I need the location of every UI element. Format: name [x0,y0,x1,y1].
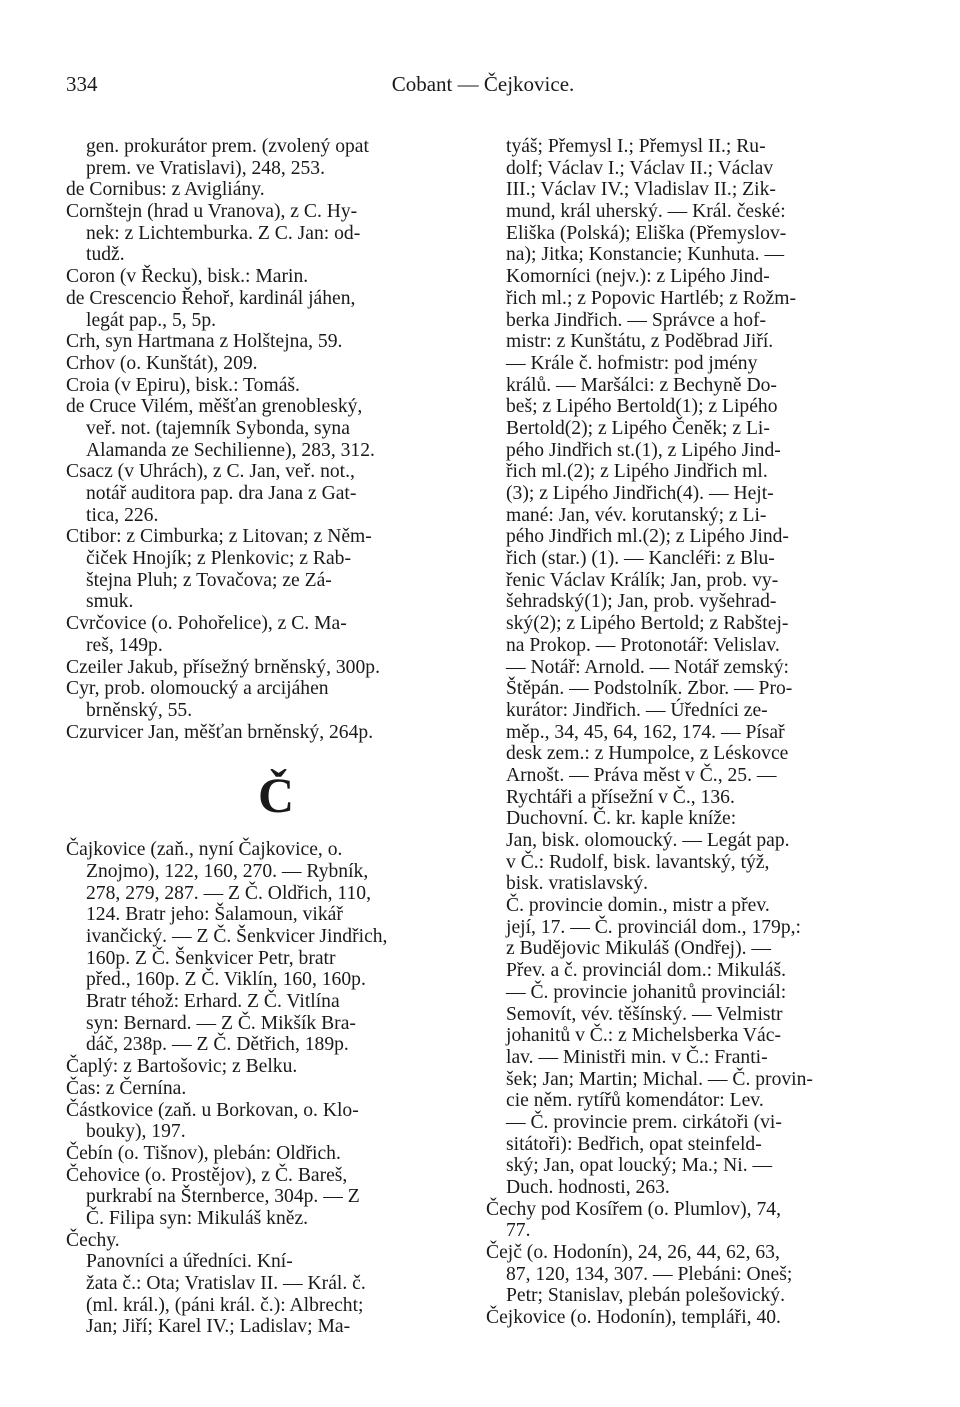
text-line: řich ml.; z Popovic Hartléb; z Rožm- [506,287,797,309]
text-line: Cornštejn (hrad u Vranova), z C. Hy- [66,201,358,223]
text-line: řenic Václav Králík; Jan, prob. vy- [506,569,779,591]
text-line: kurátor: Jindřich. — Úředníci ze- [506,699,768,721]
text-line: 278, 279, 287. — Z Č. Oldřich, 110, [86,882,371,904]
text-line: Cyr, prob. olomoucký a arcijáhen [66,678,329,700]
text-line: Croia (v Epiru), bisk.: Tomáš. [66,374,300,396]
text-line: Čas: z Černína. [66,1077,187,1099]
text-line: berka Jindřich. — Správce a hof- [506,309,767,331]
text-line: na); Jitka; Konstancie; Kunhuta. — [506,244,785,266]
section-letter-glyph: Č [257,767,295,824]
text-line: žata č.: Ota; Vratislav II. — Král. č. [86,1273,366,1294]
text-line: Čejč (o. Hodonín), 24, 26, 44, 62, 63, [486,1242,780,1264]
page-number: 334 [66,72,98,96]
text-line: Alamanda ze Sechilienne), 283, 312. [86,439,375,461]
text-line: III.; Václav IV.; Vladislav II.; Zik- [506,179,776,201]
text-line: ský; Jan, opat loucký; Ma.; Ni. — [506,1155,773,1177]
text-line: beš; z Lipého Bertold(1); z Lipého [506,396,778,418]
text-line: tyáš; Přemysl I.; Přemysl II.; Ru- [506,136,766,157]
text-line: Bertold(2); z Lipého Čeněk; z Li- [506,417,770,439]
text-line: Bratr téhož: Erhard. Z Č. Vitlína [86,991,340,1013]
text-line: smuk. [86,591,134,613]
text-line: Částkovice (zaň. u Borkovan, o. Klo- [66,1099,359,1121]
text-line: notář auditora pap. dra Jana z Gat- [86,483,357,504]
text-line: brněnský, 55. [86,699,193,721]
text-line: štejna Pluh; z Tovačova; ze Zá- [86,569,332,591]
text-line: mané: Jan, vév. korutanský; z Li- [506,504,767,526]
text-line: měp., 34, 45, 64, 162, 174. — Písař [506,721,785,743]
text-line: — Krále č. hofmistr: pod jmény [506,352,758,374]
text-line: — Č. provincie prem. cirkátoři (vi- [506,1111,782,1133]
text-line: Čechy pod Kosířem (o. Plumlov), 74, [486,1198,781,1220]
text-line: reš, 149p. [86,634,163,656]
text-line: Panovníci a úředníci. Kní- [86,1251,293,1273]
text-line: de Crescencio Řehoř, kardinál jáhen, [66,287,356,309]
text-line: Jan, bisk. olomoucký. — Legát pap. [506,830,790,851]
text-line: Czeiler Jakub, přísežný brněnský, 300p. [66,656,380,678]
text-line: mund, král uherský. — Král. české: [506,201,786,223]
text-line: bisk. vratislavský. [506,873,649,895]
text-line: z Budějovic Mikuláš (Ondřej). — [506,938,772,960]
text-line: řich ml.(2); z Lipého Jindřich ml. [506,461,768,483]
text-line: tudž. [86,244,125,266]
text-line: Rychtáři a přísežní v Č., 136. [506,786,735,808]
text-line: johanitů v Č.: z Michelsberka Vác- [506,1025,781,1047]
text-line: Čejkovice (o. Hodonín), templáři, 40. [486,1307,781,1329]
text-line: mistr: z Kunštátu, z Poděbrad Jiří. [506,331,774,353]
section-letter [66,743,466,839]
text-line: Č. provincie domin., mistr a přev. [506,895,770,917]
text-line: Ctibor: z Cimburka; z Litovan; z Něm- [66,526,372,548]
right-column [486,136,870,1329]
text-line: syn: Bernard. — Z Č. Mikšík Bra- [86,1012,356,1034]
text-line: čiček Hnojík; z Plenkovic; z Rab- [86,548,351,570]
text-line: legát pap., 5, 5p. [86,309,217,331]
text-line: Štěpán. — Podstolník. Zbor. — Pro- [506,678,793,700]
text-line: 160p. Z Č. Šenkvicer Petr, bratr [86,947,336,969]
text-line: prem. ve Vratislavi), 248, 253. [86,157,325,179]
text-line: ivančický. — Z Č. Šenkvicer Jindřich, [86,926,388,947]
text-line: Komorníci (nejv.): z Lipého Jind- [506,266,770,288]
text-line: purkrabí na Šternberce, 304p. — Z [86,1186,360,1208]
text-line: 77. [506,1220,531,1242]
text-line: Eliška (Polská); Eliška (Přemyslov- [506,222,787,244]
running-head: Cobant — Čejkovice. [391,72,575,96]
text-line: Čaplý: z Bartošovic; z Belku. [66,1056,298,1078]
text-line: Cvrčovice (o. Pohořelice), z C. Ma- [66,613,347,635]
text-line: bouky), 197. [86,1121,186,1143]
text-line: veř. not. (tajemník Sybonda, syna [86,417,350,439]
text-line: pého Jindřich st.(1), z Lipého Jind- [506,439,781,461]
text-line: (3); z Lipého Jindřich(4). — Hejt- [506,483,774,504]
text-line: v Č.: Rudolf, bisk. lavantský, týž, [506,851,770,873]
text-line: Znojmo), 122, 160, 270. — Rybník, [86,860,369,882]
text-line: Crhov (o. Kunštát), 209. [66,352,258,374]
text-line: Coron (v Řecku), bisk.: Marin. [66,266,309,288]
text-line: Přev. a č. provinciál dom.: Mikuláš. [506,960,787,982]
text-line: cie něm. rytířů komendátor: Lev. [506,1090,764,1112]
text-line: králů. — Maršálci: z Bechyně Do- [506,374,777,396]
text-line: (ml. král.), (páni král. č.): Albrecht; [86,1294,364,1316]
text-line: Csacz (v Uhrách), z C. Jan, veř. not., [66,461,355,483]
text-line: Petr; Stanislav, plebán polešovický. [506,1285,785,1307]
text-line: de Cornibus: z Avigliány. [66,179,265,201]
text-line: dáč, 238p. — Z Č. Dětřich, 189p. [86,1034,349,1056]
text-line: Arnošt. — Práva měst v Č., 25. — [506,764,777,786]
text-line: — Č. provincie johanitů provinciál: [506,981,787,1003]
text-line: 87, 120, 134, 307. — Plebáni: Oneš; [506,1263,793,1285]
text-line: ský(2); z Lipého Bertold; z Rabštej- [506,613,789,635]
left-entries-c [66,136,466,743]
text-line: 124. Bratr jeho: Šalamoun, vikář [86,904,343,926]
text-line: Duch. hodnosti, 263. [506,1177,670,1198]
text-line: dolf; Václav I.; Václav II.; Václav [506,157,774,179]
text-line: šehradský(1); Jan, prob. vyšehrad- [506,591,777,613]
left-column [66,136,466,1338]
text-line: její, 17. — Č. provinciál dom., 179p,: [506,916,801,938]
text-line: sitátoři): Bedřich, opat steinfeld- [506,1133,762,1155]
text-line: nek: z Lichtemburka. Z C. Jan: od- [86,222,361,244]
text-line: Čehovice (o. Prostějov), z Č. Bareš, [66,1164,348,1186]
text-line: šek; Jan; Martin; Michal. — Č. provin- [506,1068,813,1090]
text-line: Čajkovice (zaň., nyní Čajkovice, o. [66,839,343,861]
page-header [66,72,900,102]
text-line: pého Jindřich ml.(2); z Lipého Jind- [506,526,789,548]
text-line: Czurvicer Jan, měšťan brněnský, 264p. [66,721,374,743]
text-line: Duchovní. Č. kr. kaple kníže: [506,808,737,830]
right-entries [486,136,870,1329]
text-line: — Notář: Arnold. — Notář zemský: [506,656,789,678]
text-line: Semovít, vév. těšínský. — Velmistr [506,1003,783,1025]
text-line: Jan; Jiří; Karel IV.; Ladislav; Ma- [86,1316,351,1338]
left-entries-ch [66,839,466,1338]
text-line: řich (star.) (1). — Kancléři: z Blu- [506,548,775,570]
text-line: na Prokop. — Protonotář: Velislav. [506,634,780,656]
text-line: Čebín (o. Tišnov), plebán: Oldřich. [66,1142,341,1164]
text-line: před., 160p. Z Č. Viklín, 160, 160p. [86,969,366,991]
text-line: lav. — Ministři min. v Č.: Franti- [506,1046,768,1068]
text-line: Č. Filipa syn: Mikuláš kněz. [86,1207,309,1229]
text-line: tica, 226. [86,504,159,526]
text-line: Crh, syn Hartmana z Holštejna, 59. [66,331,343,353]
text-line: gen. prokurátor prem. (zvolený opat [86,136,369,157]
text-line: de Cruce Vilém, měšťan grenobleský, [66,396,363,418]
text-line: desk zem.: z Humpolce, z Léskovce [506,743,789,765]
text-line: Čechy. [66,1229,120,1251]
